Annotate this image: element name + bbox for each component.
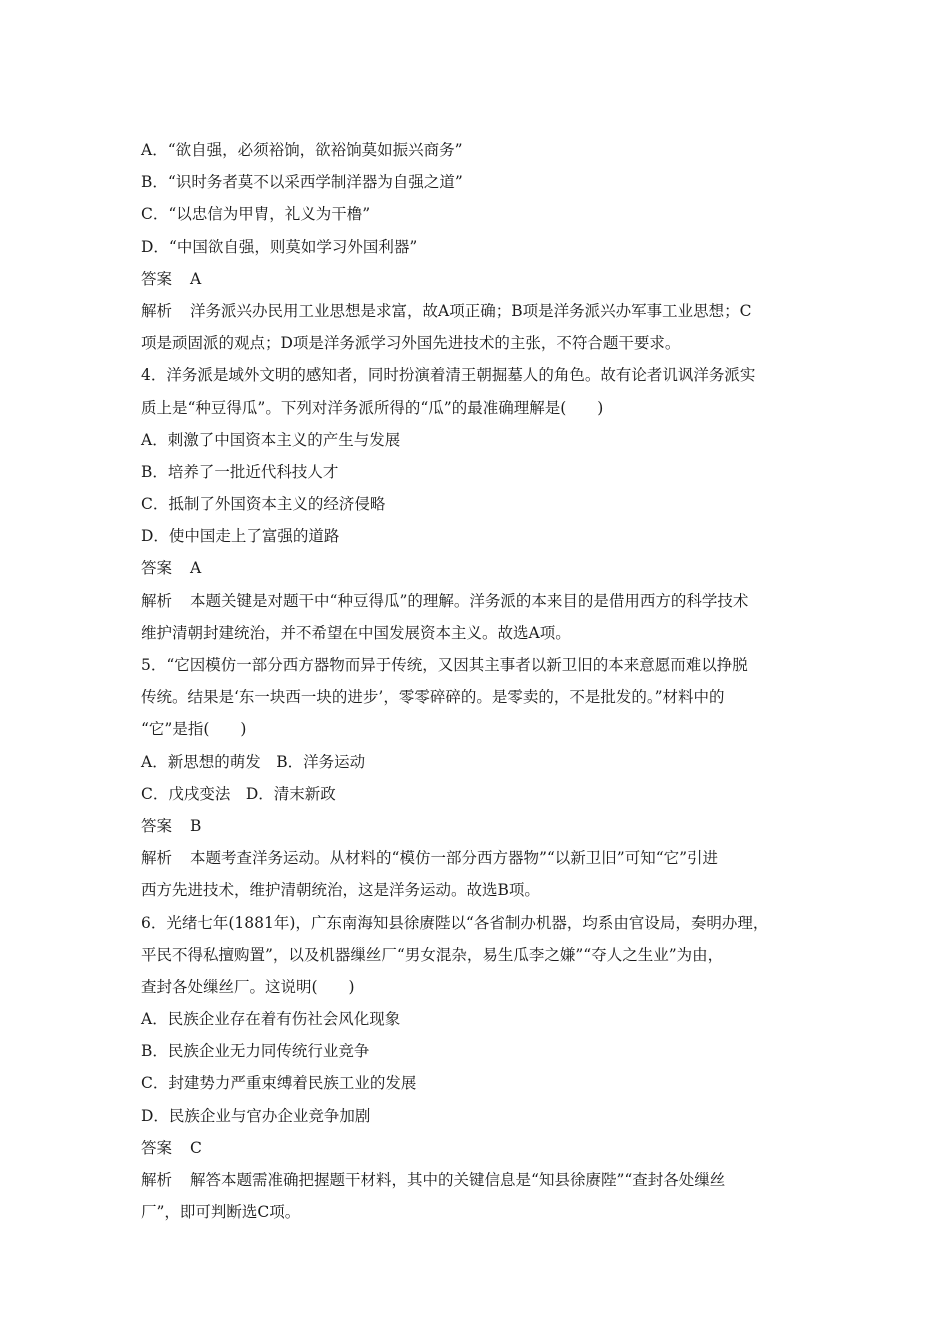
answer-label: 答案 <box>141 269 173 288</box>
option-c: C．“以忠信为甲胄，礼义为干橹” <box>141 205 371 224</box>
option-b: B．民族企业无力同传统行业竞争 <box>141 1042 370 1061</box>
answer-value: C <box>190 1138 202 1157</box>
option-c: C．封建势力严重束缚着民族工业的发展 <box>141 1074 417 1093</box>
option-b: B．“识时务者莫不以采西学制洋器为自强之道” <box>141 173 463 192</box>
question-5-block <box>141 649 821 907</box>
options-cd: C．戊戌变法 D．清末新政 <box>141 784 336 803</box>
option-a: A．民族企业存在着有伤社会风化现象 <box>141 1010 401 1029</box>
answer-line <box>141 810 821 842</box>
analysis-text: 维护清朝封建统治，并不希望在中国发展资本主义。故选A项。 <box>141 623 571 642</box>
analysis-text: 本题关键是对题干中“种豆得瓜”的理解。洋务派的本来目的是借用西方的科学技术 <box>190 591 749 610</box>
question-stem: 5．“它因模仿一部分西方器物而异于传统，又因其主事者以新卫旧的本来意愿而难以挣脱 <box>141 656 748 674</box>
analysis-text: 厂”，即可判断选C项。 <box>141 1203 301 1222</box>
question-stem: 4．洋务派是域外文明的感知者，同时扮演着清王朝掘墓人的角色。故有论者讥讽洋务派实 <box>141 366 756 385</box>
answer-line <box>141 263 821 295</box>
question-stem: 质上是“种豆得瓜”。下列对洋务派所得的“瓜”的最准确理解是( ) <box>141 398 604 417</box>
analysis-text: 洋务派兴办民用工业思想是求富，故A项正确；B项是洋务派兴办军事工业思想；C <box>190 301 752 320</box>
question-stem: 平民不得私擅购置”，以及机器缫丝厂“男女混杂，易生瓜李之嫌”“夺人之生业”为由， <box>141 945 724 964</box>
question-stem: 6．光绪七年(1881年)，广东南海知县徐赓陛以“各省制办机器，均系由官设局，奏明办理， <box>141 913 769 932</box>
answer-line <box>141 1132 821 1164</box>
question-3-block <box>141 134 821 359</box>
analysis-line <box>141 295 821 327</box>
analysis-text: 西方先进技术，维护清朝统治，这是洋务运动。故选B项。 <box>141 881 540 900</box>
analysis-line <box>141 585 821 617</box>
answer-value: A <box>190 559 202 578</box>
answer-value: B <box>190 816 202 835</box>
option-a: A．“欲自强，必须裕饷，欲裕饷莫如振兴商务” <box>141 141 463 159</box>
analysis-label: 解析 <box>141 301 173 320</box>
analysis-label: 解析 <box>141 591 173 610</box>
answer-label: 答案 <box>141 1138 173 1157</box>
option-d: D．“中国欲自强，则莫如学习外国利器” <box>141 237 418 256</box>
analysis-line <box>141 1164 821 1196</box>
question-stem: 查封各处缫丝厂。这说明( ) <box>141 977 355 996</box>
analysis-label: 解析 <box>141 849 173 868</box>
option-d: D．民族企业与官办企业竞争加剧 <box>141 1106 371 1125</box>
question-stem: “它”是指( ) <box>141 720 247 739</box>
option-b: B．培养了一批近代科技人才 <box>141 462 339 481</box>
answer-line <box>141 552 821 584</box>
question-stem: 传统。结果是‘东一块西一块的进步’，零零碎碎的。是零卖的，不是批发的。”材料中的 <box>141 688 725 707</box>
question-6-block <box>141 907 821 1229</box>
answer-value: A <box>190 269 202 288</box>
option-a: A．刺激了中国资本主义的产生与发展 <box>141 430 401 449</box>
answer-label: 答案 <box>141 816 173 835</box>
document-body <box>141 134 821 1228</box>
answer-label: 答案 <box>141 559 173 578</box>
analysis-text: 解答本题需准确把握题干材料，其中的关键信息是“知县徐赓陛”“查封各处缫丝 <box>190 1171 726 1189</box>
options-ab: A．新思想的萌发 B．洋务运动 <box>141 752 366 771</box>
analysis-line <box>141 842 821 874</box>
analysis-text: 本题考查洋务运动。从材料的“模仿一部分西方器物”“以新卫旧”可知“它”引进 <box>190 849 719 868</box>
option-d: D．使中国走上了富强的道路 <box>141 527 340 546</box>
question-4-block <box>141 359 821 649</box>
analysis-label: 解析 <box>141 1171 173 1189</box>
analysis-text: 项是顽固派的观点；D项是洋务派学习外国先进技术的主张，不符合题干要求。 <box>141 334 681 353</box>
option-c: C．抵制了外国资本主义的经济侵略 <box>141 495 386 514</box>
